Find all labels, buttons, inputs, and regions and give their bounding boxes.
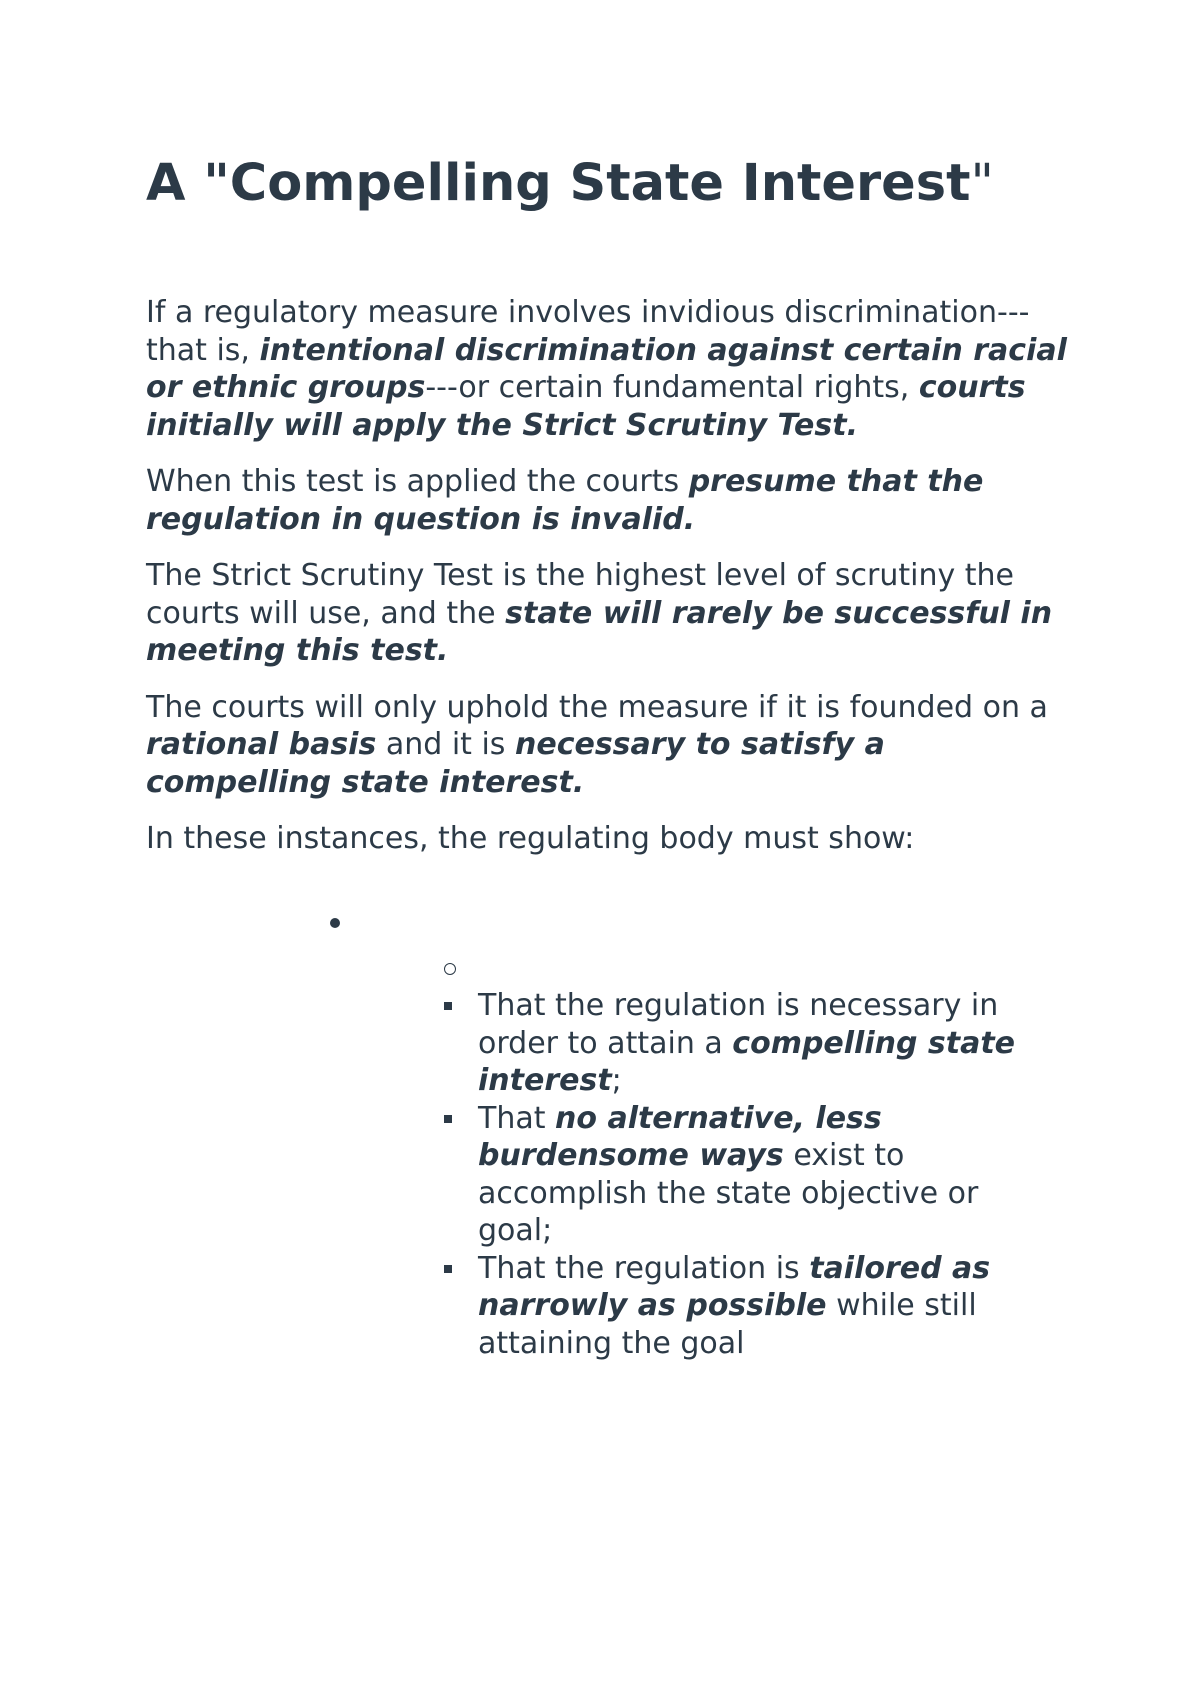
emphasis-text: rational basis xyxy=(146,727,377,762)
emphasis-text: no alternative, less burdensome ways xyxy=(478,1100,882,1173)
emphasis-text: tailored as narrowly as possible xyxy=(478,1250,991,1323)
paragraph-highest-scrutiny xyxy=(146,557,1076,670)
empty-bullet-level-2 xyxy=(444,963,456,975)
list-item-text: That xyxy=(478,1100,556,1136)
list-item-text: exist to accomplish the state objective or goal; xyxy=(478,1138,979,1248)
paragraph-text: When this test is applied the courts xyxy=(146,464,689,499)
paragraph-text: If a regulatory measure involves invidious discrimination---that is, xyxy=(146,295,1030,368)
empty-bullet-level-1 xyxy=(330,918,340,928)
emphasis-text: necessary to satisfy a compelling state interest. xyxy=(146,727,885,800)
page-title xyxy=(146,150,994,218)
square-bullet-icon xyxy=(444,1265,452,1273)
title-end-quote: " xyxy=(970,154,994,213)
list-item xyxy=(444,1100,1044,1250)
paragraph-text: The courts will only uphold the measure if it is founded on a xyxy=(146,689,1048,725)
paragraph-must-show xyxy=(146,820,1076,858)
list-item-text: That the regulation is necessary in order to attain a xyxy=(478,988,999,1061)
paragraph-text: In these instances, the regulating body must show: xyxy=(146,821,915,856)
list-item xyxy=(444,987,1044,1100)
emphasis-text: courts initially will apply the Strict Scrutiny Test. xyxy=(146,370,1026,443)
paragraph-invidious-discrimination xyxy=(146,294,1076,444)
list-item-text: That the regulation is xyxy=(478,1250,810,1286)
paragraph-presumption xyxy=(146,463,1076,538)
document-body xyxy=(146,294,1076,877)
emphasis-text: intentional discrimination against certain racial or ethnic groups xyxy=(146,332,1067,405)
paragraph-uphold-conditions xyxy=(146,689,1076,802)
square-bullet-icon xyxy=(444,1115,452,1123)
title-main: A "Compelling State Interest xyxy=(146,154,971,213)
emphasis-text: state will rarely be successful in meeting this test. xyxy=(146,595,1053,668)
list-item-text: while still attaining the goal xyxy=(478,1288,977,1361)
emphasis-text: compelling state interest xyxy=(478,1025,1016,1098)
list-item xyxy=(444,1250,1044,1363)
list-item-text: ; xyxy=(611,1063,622,1098)
requirements-list xyxy=(444,987,1044,1362)
square-bullet-icon xyxy=(444,1002,452,1010)
paragraph-text: The Strict Scrutiny Test is the highest level of scrutiny the courts will use, and the xyxy=(146,558,1014,631)
emphasis-text: presume that the regulation in question is invalid. xyxy=(146,464,984,537)
paragraph-text: and it is xyxy=(376,727,515,762)
paragraph-text: ---or certain fundamental rights, xyxy=(425,370,919,405)
